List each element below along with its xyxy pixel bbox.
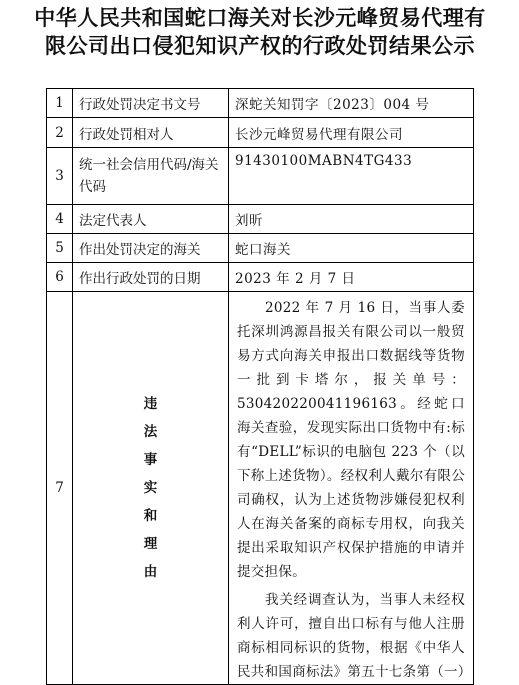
field-label-customs: 作出处罚决定的海关 — [73, 234, 229, 263]
facts-label-char: 由 — [143, 564, 158, 580]
field-label-decision-number: 行政处罚决定书文号 — [73, 89, 229, 118]
row-number: 6 — [47, 263, 73, 292]
field-value-decision-number: 深蛇关知罚字〔2023〕004 号 — [229, 89, 474, 118]
table-row — [47, 89, 474, 118]
facts-label-char: 事 — [143, 452, 158, 468]
facts-label-char: 法 — [143, 424, 158, 440]
penalty-table — [46, 88, 474, 685]
row-number: 1 — [47, 89, 73, 118]
document-title: 中华人民共和国蛇口海关对长沙元峰贸易代理有限公司出口侵犯知识产权的行政处罚结果公示 — [34, 6, 486, 58]
row-number: 4 — [47, 205, 73, 234]
table-row — [47, 148, 474, 205]
field-value-counterparty: 长沙元峰贸易代理有限公司 — [229, 118, 474, 148]
facts-and-reasons-text — [229, 292, 474, 685]
field-value-customs: 蛇口海关 — [229, 234, 474, 263]
facts-label-char: 和 — [143, 508, 158, 524]
field-value-legal-representative: 刘昕 — [229, 205, 474, 234]
table-row — [47, 205, 474, 234]
table-row — [47, 292, 474, 685]
field-label-counterparty: 行政处罚相对人 — [73, 118, 229, 148]
row-number: 7 — [47, 292, 73, 685]
table-row — [47, 263, 474, 292]
table-row — [47, 234, 474, 263]
facts-paragraph: 2022 年 7 月 16 日，当事人委托深圳鸿源昌报关有限公司以一般贸易方式向海关申报出口数据线等货物一批到卡塔尔，报关单号：530420220041196163。经蛇口海关查验，发现实际出口货物中有:标有“DELL”标识的电脑包 223 个（以下称上述货物）。经权利人戴尔有限公司确权，认为上述货物涉嫌侵犯权利人在海关备案的商标专用权，向我关提出采取知识产权保护措施的申请并提交担保。 — [237, 300, 465, 580]
facts-label-char: 实 — [143, 480, 158, 496]
row-number: 5 — [47, 234, 73, 263]
facts-label-char: 理 — [143, 536, 158, 552]
field-value-credit-code: 91430100MABN4TG433 — [229, 148, 474, 205]
field-label-legal-representative: 法定代表人 — [73, 205, 229, 234]
row-number: 2 — [47, 118, 73, 148]
facts-paragraph: 我关经调查认为，当事人未经权利人许可，擅自出口标有与他人注册商标相同标识的货物，根据《中华人民共和国商标法》第五十七条第（一） — [237, 592, 472, 680]
field-label-penalty-date: 作出行政处罚的日期 — [73, 263, 229, 292]
facts-label-char: 违 — [143, 396, 158, 412]
field-value-penalty-date: 2023 年 2 月 7 日 — [229, 263, 474, 292]
field-label-credit-code: 统一社会信用代码/海关代码 — [73, 148, 229, 205]
row-number: 3 — [47, 148, 73, 205]
field-label-facts-and-reasons — [73, 292, 229, 685]
table-row — [47, 118, 474, 148]
